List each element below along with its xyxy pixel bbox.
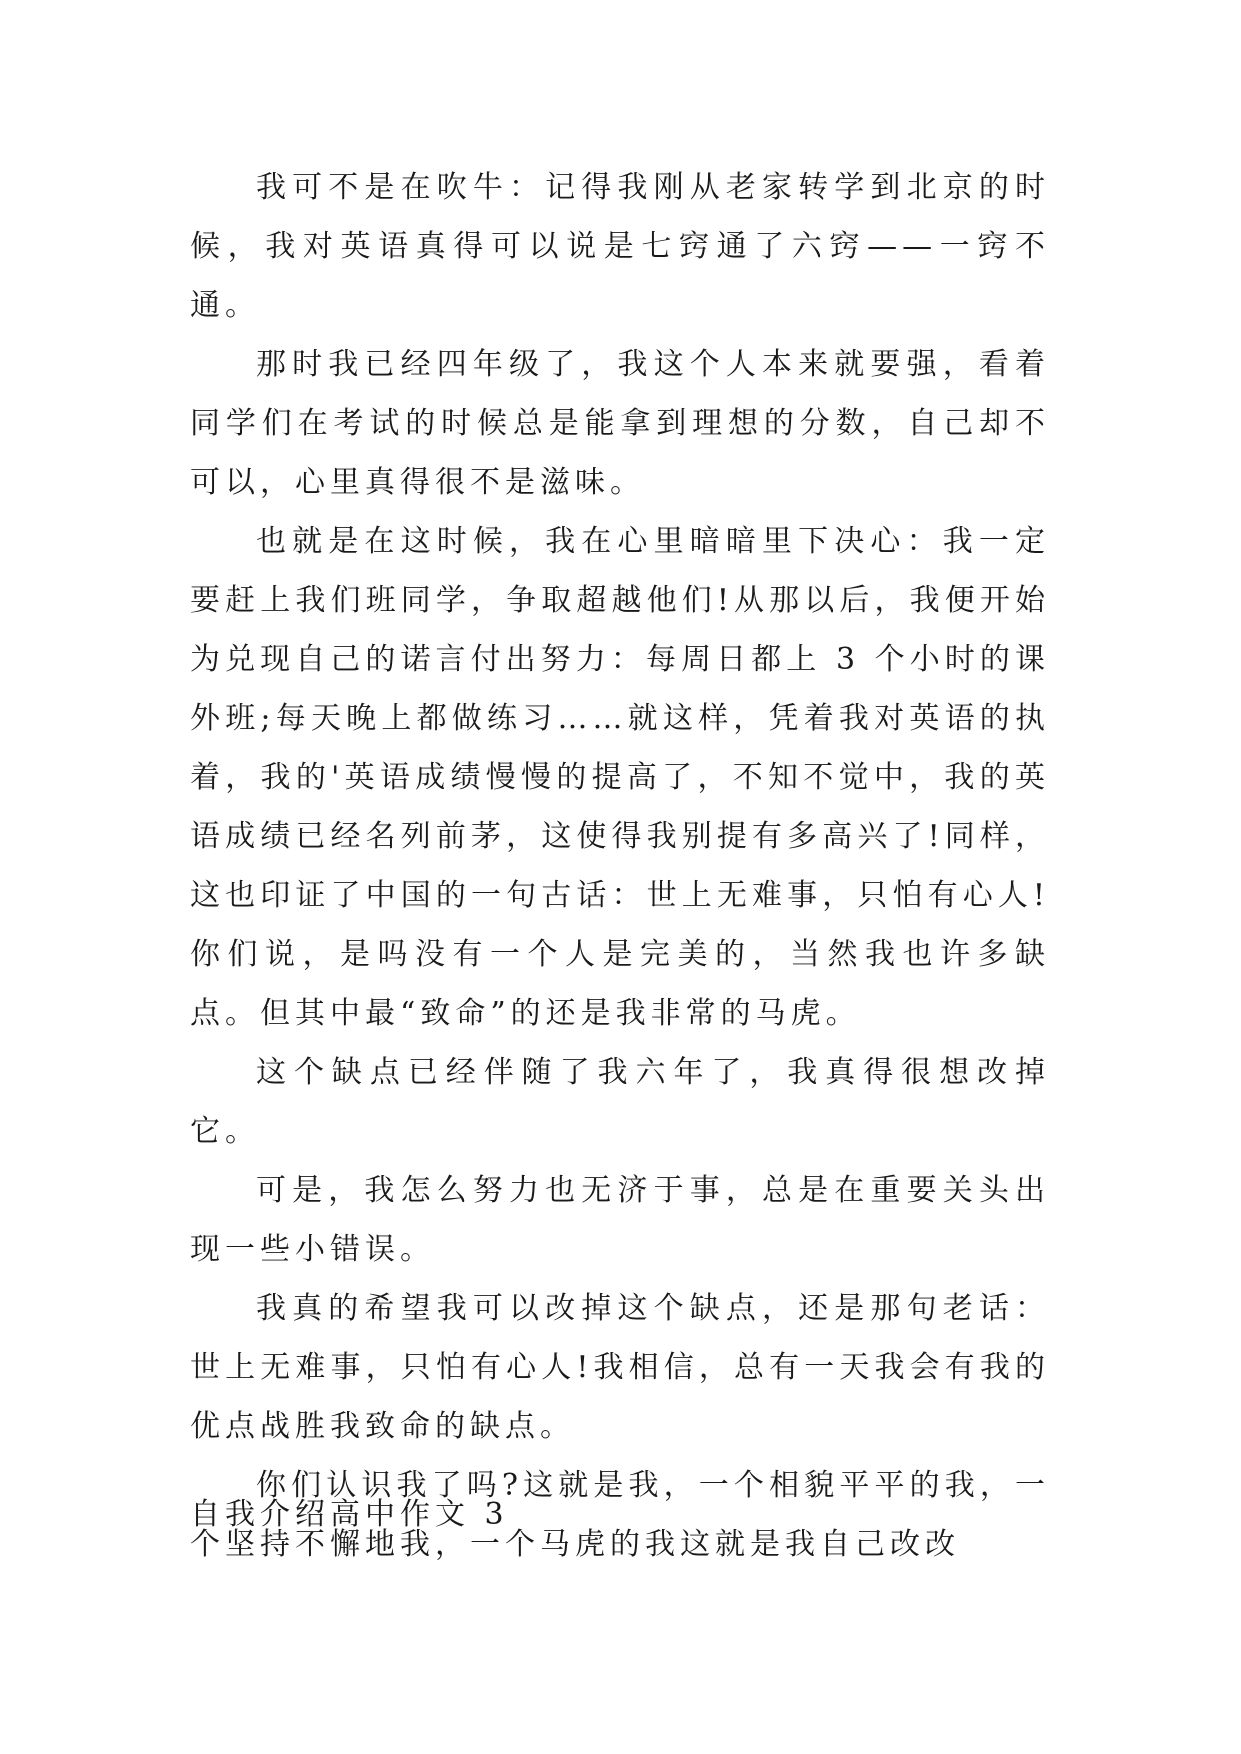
- paragraph-2: 那时我已经四年级了，我这个人本来就要强，看着同学们在考试的时候总是能拿到理想的分数，自己却不可以，心里真得很不是滋味。: [190, 347, 1050, 500]
- paragraph-4: 这个缺点已经伴随了我六年了，我真得很想改掉它。: [190, 1055, 1050, 1149]
- paragraph-3: 也就是在这时候，我在心里暗暗里下决心：我一定要赶上我们班同学，争取超越他们!从那以后，我便开始为兑现自己的诺言付出努力：每周日都上 3 个小时的课外班;每天晚上都做练习……就这样，凭着我对英语的执着，我的'英语成绩慢慢的提高了，不知不觉中，我的英语成绩已经名列前茅，这使得我别提有多高兴了!同样，这也印证了中国的一句古话：世上无难事，只怕有心人!你们说，是吗没有一个人是完美的，当然我也许多缺点。但其中最“致命”的还是我非常的马虎。: [190, 524, 1050, 1031]
- paragraph-1: 我可不是在吹牛：记得我刚从老家转学到北京的时候，我对英语真得可以说是七窍通了六窍——一窍不通。: [190, 170, 1050, 323]
- essay-body: [190, 158, 1050, 1574]
- section-heading: 自我介绍高中作文 3: [190, 1497, 509, 1532]
- paragraph-5: 可是，我怎么努力也无济于事，总是在重要关头出现一些小错误。: [190, 1173, 1050, 1267]
- paragraph-7: 你们认识我了吗?这就是我，一个相貌平平的我，一个坚持不懈地我，一个马虎的我这就是我自己改改: [190, 1468, 1050, 1562]
- paragraph-6: 我真的希望我可以改掉这个缺点，还是那句老话：世上无难事，只怕有心人!我相信，总有一天我会有我的优点战胜我致命的缺点。: [190, 1291, 1050, 1444]
